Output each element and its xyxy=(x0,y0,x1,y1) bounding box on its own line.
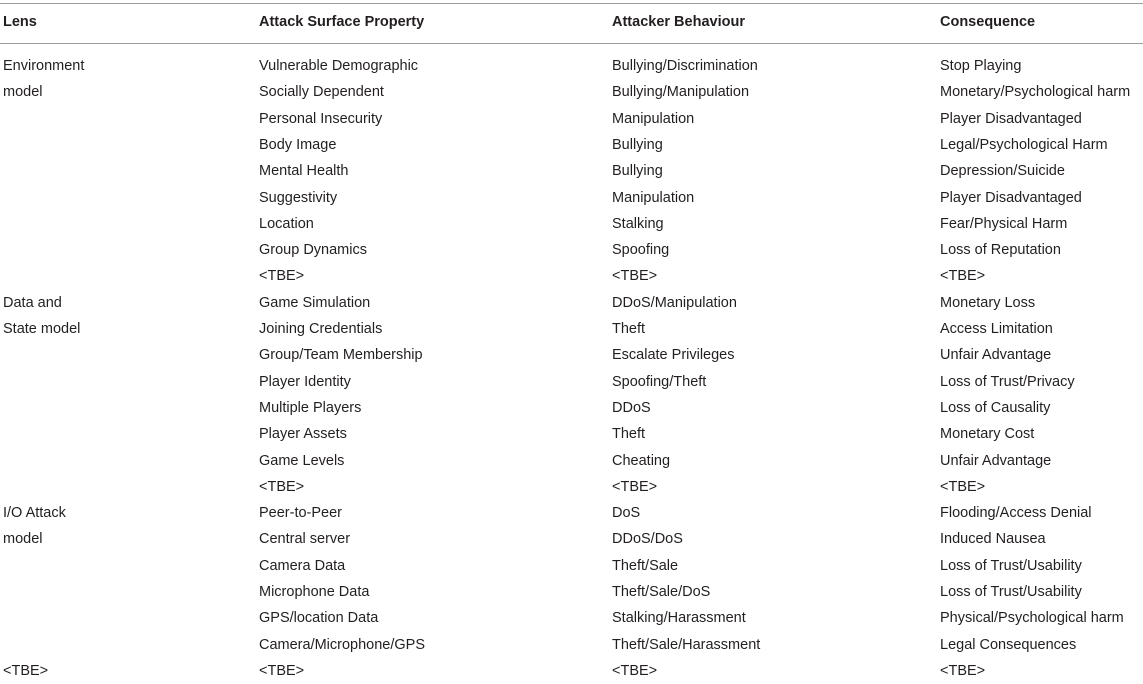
table-header-rule xyxy=(0,43,1143,44)
table-row xyxy=(0,53,1143,79)
table-row xyxy=(0,553,1143,579)
cell-consequence: Loss of Trust/Privacy xyxy=(940,373,1075,390)
cell-consequence: Depression/Suicide xyxy=(940,163,1065,180)
cell-consequence: Monetary/Psychological harm xyxy=(940,84,1131,101)
table-row xyxy=(0,263,1143,289)
table-row xyxy=(0,106,1143,132)
table-row xyxy=(0,158,1143,184)
cell-consequence: Physical/Psychological harm xyxy=(940,610,1124,627)
table-row xyxy=(0,79,1143,105)
cell-consequence: Stop Playing xyxy=(940,58,1022,74)
cell-attack-surface-property: Suggestivity xyxy=(259,189,338,206)
cell-attack-surface-property: Game Levels xyxy=(259,452,345,469)
table-row xyxy=(0,185,1143,211)
cell-attacker-behaviour: Stalking/Harassment xyxy=(612,610,746,627)
cell-consequence: Legal Consequences xyxy=(940,636,1077,653)
cell-consequence: Monetary Cost xyxy=(940,426,1035,443)
cell-consequence: Access Limitation xyxy=(940,321,1053,337)
cell-attacker-behaviour: Bullying/Manipulation xyxy=(612,84,750,101)
cell-consequence: Loss of Causality xyxy=(940,399,1051,416)
table-row xyxy=(0,421,1143,447)
table-row xyxy=(0,237,1143,263)
table-row xyxy=(0,211,1143,237)
cell-consequence: Player Disadvantaged xyxy=(940,189,1082,206)
cell-attacker-behaviour: DoS xyxy=(612,505,641,522)
cell-attacker-behaviour: Theft/Sale xyxy=(612,557,679,574)
cell-consequence: Loss of Trust/Usability xyxy=(940,584,1082,600)
table-top-rule xyxy=(0,3,1143,4)
table-row xyxy=(0,342,1143,368)
table-row xyxy=(0,605,1143,631)
header-attack-surface-property: Attack Surface Property xyxy=(259,14,425,30)
cell-attacker-behaviour: Spoofing xyxy=(612,242,670,259)
cell-attack-surface-property: Multiple Players xyxy=(259,399,362,416)
cell-attack-surface-property: <TBE> xyxy=(259,662,305,679)
cell-lens: <TBE> xyxy=(3,662,49,679)
cell-attack-surface-property: Location xyxy=(259,215,314,232)
cell-attack-surface-property: Joining Credentials xyxy=(259,321,383,337)
cell-consequence: Player Disadvantaged xyxy=(940,110,1082,127)
cell-consequence: Monetary Loss xyxy=(940,294,1036,311)
cell-consequence: Loss of Reputation xyxy=(940,242,1061,259)
cell-attacker-behaviour: <TBE> xyxy=(612,662,658,679)
cell-attacker-behaviour: <TBE> xyxy=(612,478,658,495)
cell-attack-surface-property: Vulnerable Demographic xyxy=(259,58,419,74)
cell-attacker-behaviour: Manipulation xyxy=(612,189,695,206)
cell-consequence: <TBE> xyxy=(940,268,986,285)
cell-attack-surface-property: Mental Health xyxy=(259,163,349,180)
cell-attack-surface-property: Central server xyxy=(259,531,351,548)
cell-consequence: Unfair Advantage xyxy=(940,347,1052,364)
cell-attack-surface-property: <TBE> xyxy=(259,268,305,285)
cell-attacker-behaviour: Bullying/Discrimination xyxy=(612,58,758,74)
table-row xyxy=(0,132,1143,158)
cell-attack-surface-property: Player Identity xyxy=(259,373,351,390)
cell-attack-surface-property: <TBE> xyxy=(259,478,305,495)
cell-lens: Environment xyxy=(3,58,85,74)
cell-consequence: Induced Nausea xyxy=(940,531,1046,548)
cell-lens: model xyxy=(3,84,43,101)
cell-lens: Data and xyxy=(3,294,62,311)
cell-attack-surface-property: Group/Team Membership xyxy=(259,347,423,364)
cell-attacker-behaviour: Bullying xyxy=(612,163,663,180)
cell-consequence: Loss of Trust/Usability xyxy=(940,557,1082,574)
table-row xyxy=(0,632,1143,658)
cell-attacker-behaviour: DDoS/DoS xyxy=(612,531,683,548)
cell-attacker-behaviour: Theft xyxy=(612,426,646,443)
cell-consequence: Fear/Physical Harm xyxy=(940,215,1068,232)
table-row xyxy=(0,448,1143,474)
cell-attacker-behaviour: Stalking xyxy=(612,215,664,232)
cell-attacker-behaviour: <TBE> xyxy=(612,268,658,285)
cell-attack-surface-property: Microphone Data xyxy=(259,584,370,600)
cell-consequence: <TBE> xyxy=(940,478,986,495)
header-lens: Lens xyxy=(3,14,37,30)
cell-attack-surface-property: Socially Dependent xyxy=(259,84,384,101)
cell-lens: I/O Attack xyxy=(3,505,66,522)
cell-attack-surface-property: Peer-to-Peer xyxy=(259,505,343,522)
cell-attacker-behaviour: Theft xyxy=(612,321,646,337)
cell-attacker-behaviour: Escalate Privileges xyxy=(612,347,735,364)
cell-consequence: Legal/Psychological Harm xyxy=(940,136,1108,153)
table-row xyxy=(0,526,1143,552)
cell-attacker-behaviour: Spoofing/Theft xyxy=(612,373,707,390)
table-row xyxy=(0,395,1143,421)
cell-consequence: <TBE> xyxy=(940,662,986,679)
cell-attacker-behaviour: Cheating xyxy=(612,452,671,469)
table-row xyxy=(0,579,1143,605)
cell-attack-surface-property: Body Image xyxy=(259,136,337,153)
table-row xyxy=(0,316,1143,342)
cell-attacker-behaviour: DDoS xyxy=(612,399,651,416)
cell-attacker-behaviour: DDoS/Manipulation xyxy=(612,294,737,311)
cell-lens: model xyxy=(3,531,43,548)
table-row xyxy=(0,369,1143,395)
cell-attacker-behaviour: Theft/Sale/DoS xyxy=(612,584,711,600)
table-header-row xyxy=(0,9,1143,35)
table-row xyxy=(0,474,1143,500)
cell-consequence: Unfair Advantage xyxy=(940,452,1052,469)
table-row xyxy=(0,290,1143,316)
cell-attack-surface-property: GPS/location Data xyxy=(259,610,379,627)
cell-attack-surface-property: Camera/Microphone/GPS xyxy=(259,636,426,653)
cell-attack-surface-property: Personal Insecurity xyxy=(259,110,383,127)
table-row xyxy=(0,658,1143,684)
cell-attack-surface-property: Player Assets xyxy=(259,426,347,443)
cell-lens: State model xyxy=(3,321,81,337)
cell-attacker-behaviour: Manipulation xyxy=(612,110,695,127)
cell-consequence: Flooding/Access Denial xyxy=(940,505,1092,522)
cell-attacker-behaviour: Bullying xyxy=(612,136,663,153)
header-consequence: Consequence xyxy=(940,14,1036,30)
cell-attack-surface-property: Game Simulation xyxy=(259,294,371,311)
header-attacker-behaviour: Attacker Behaviour xyxy=(612,14,745,30)
cell-attack-surface-property: Group Dynamics xyxy=(259,242,367,259)
table-row xyxy=(0,500,1143,526)
cell-attacker-behaviour: Theft/Sale/Harassment xyxy=(612,636,761,653)
cell-attack-surface-property: Camera Data xyxy=(259,557,346,574)
